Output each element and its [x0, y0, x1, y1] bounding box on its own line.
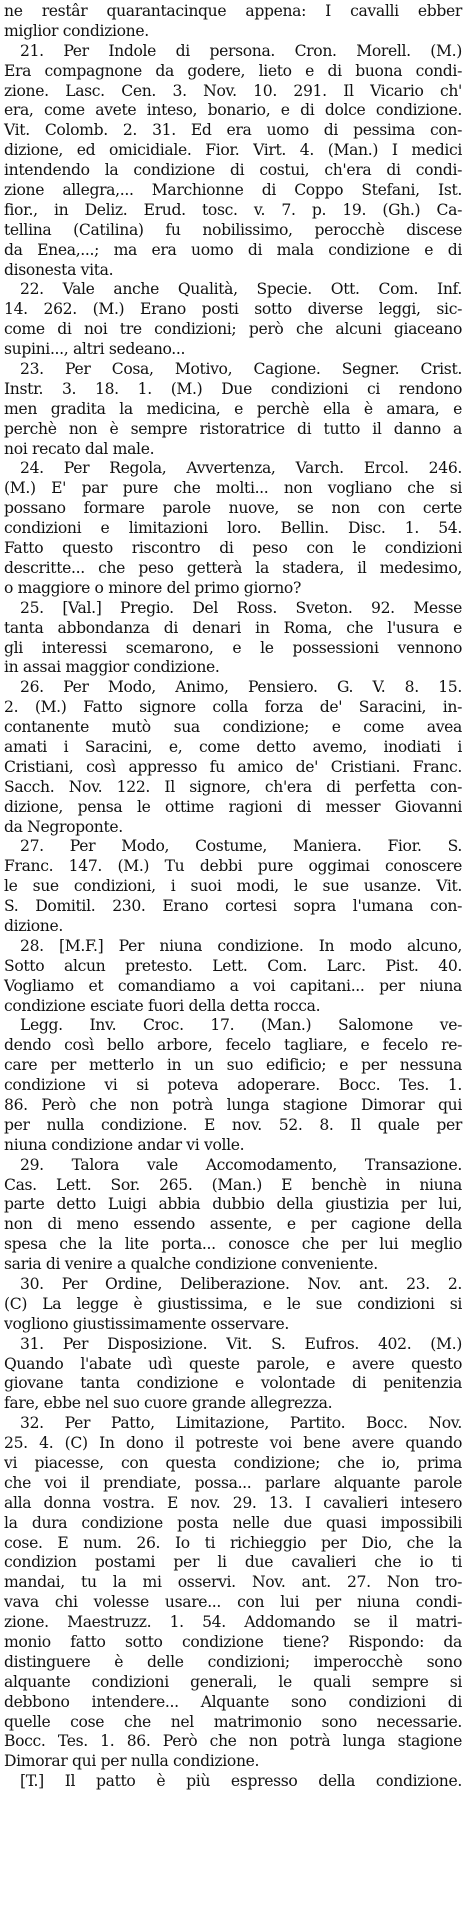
text-line: supini..., altri sedeano... — [4, 340, 186, 359]
text-line: vogliono giustissimamente osservare. — [4, 1314, 290, 1333]
text-line: mandai, tu la mi osservi. Nov. ant. 27. Non tro- — [4, 1573, 462, 1592]
text-line: distinguere è delle condizioni; imperocchè sono — [4, 1652, 462, 1671]
text-line: 21. Per Indole di persona. Cron. Morell. (M.) — [20, 41, 462, 60]
text-line: possano formare parole nuove, se non con certe — [4, 499, 462, 518]
text-line: dizione. — [4, 916, 63, 935]
text-line: cose. E num. 26. Io ti richieggio per Dio, che la — [4, 1533, 462, 1552]
text-line: Bocc. Tes. 1. 86. Però che non potrà lunga stagione — [4, 1732, 462, 1751]
text-line: che voi il prendiate, possa... parlare alquante parole — [4, 1473, 462, 1492]
text-line: zione. Maestruzz. 1. 54. Addomando se il matri- — [4, 1613, 462, 1632]
text-line: Instr. 3. 18. 1. (M.) Due condizioni ci rendono — [4, 379, 462, 398]
text-line: 26. Per Modo, Animo, Pensiero. G. V. 8. 15. — [20, 678, 462, 697]
text-line: parte detto Luigi abbia dubbio della giustizia per lui, — [4, 1195, 462, 1214]
text-line: Legg. Inv. Croc. 17. (Man.) Salomone ve- — [20, 1016, 462, 1035]
text-line: ne restâr quarantacinque appena: I cavalli ebber — [4, 2, 462, 20]
text-line: tellina (Catilina) fu nobilissimo, perocchè discese — [4, 220, 462, 239]
text-line: condizioni e limitazioni loro. Bellin. Disc. 1. 54. — [4, 519, 462, 538]
text-line: niuna condizione andar vi volle. — [4, 1135, 245, 1154]
text-line: intendendo la condizione di costui, ch'era di condi- — [4, 161, 462, 180]
text-line: condizion postami per li due cavalieri che io ti — [4, 1553, 462, 1572]
text-line: S. Domitil. 230. Erano cortesi sopra l'umana con- — [4, 897, 462, 916]
text-line: Cristiani, così appresso fu amico de' Cristiani. Franc. — [4, 757, 462, 776]
text-line: 30. Per Ordine, Deliberazione. Nov. ant. 23. 2. — [20, 1275, 462, 1293]
text-line: 29. Talora vale Accomodamento, Transazione. — [20, 1155, 462, 1174]
text-line: le sue condizioni, i suoi modi, le sue usanze. Vit. — [4, 877, 462, 896]
text-line: Quando l'abate udì queste parole, e avere questo — [4, 1354, 462, 1373]
text-line: 14. 262. (M.) Erano posti sotto diverse leggi, sic- — [4, 300, 462, 319]
text-line: amati i Saracini, e, come detto avemo, inodiati i — [4, 737, 462, 756]
text-line: 24. Per Regola, Avvertenza, Varch. Ercol. 246. — [20, 459, 462, 478]
text-line: disonesta vita. — [4, 260, 114, 279]
text-line: la dura condizione posta nelle due quasi impossibili — [4, 1513, 462, 1532]
text-line: in assai maggior condizione. — [4, 658, 220, 677]
text-line: monio fatto sotto condizione tiene? Rispondo: da — [4, 1633, 462, 1652]
text-line: 27. Per Modo, Costume, Maniera. Fior. S. — [20, 837, 462, 856]
text-line: [T.] Il patto è più espresso della condizione. — [20, 1772, 462, 1791]
text-line: debbono intendere... Alquante sono condizioni di — [4, 1692, 462, 1711]
text-line: Sotto alcun pretesto. Lett. Com. Larc. Pist. 40. — [4, 956, 462, 975]
text-line: saria di venire a qualche condizione conveniente. — [4, 1255, 378, 1274]
text-line: Sacch. Nov. 122. Il signore, ch'era di perfetta con- — [4, 777, 462, 796]
text-line: contanente mutò sua condizione; e come avea — [4, 718, 462, 737]
text-line: noi recato dal male. — [4, 439, 155, 458]
text-line: (M.) E' par pure che molti... non vogliano che si — [4, 479, 462, 498]
text-line: perchè non è sempre ristoratrice di tutto il danno a — [4, 419, 462, 438]
text-line: fare, ebbe nel suo cuore grande allegrezza. — [4, 1394, 333, 1413]
text-line: 22. Vale anche Qualità, Specie. Ott. Com. Inf. — [20, 280, 462, 299]
text-line: dizione, ed omicidiale. Fior. Virt. 4. (Man.) I medici — [4, 141, 462, 160]
text-line: Vogliamo et comandiamo a voi capitani... per niuna — [4, 976, 462, 995]
text-line: condizione vi si poteva adoperare. Bocc. Tes. 1. — [4, 1076, 462, 1095]
text-line: condizione esciate fuori della detta rocca. — [4, 996, 321, 1015]
text-line: gli interessi scemarono, e le possessioni vennono — [4, 638, 462, 657]
text-line: era, come avete inteso, bonario, e di dolce condizione. — [4, 101, 462, 120]
text-line: 2. (M.) Fatto signore colla forza de' Saracini, in- — [4, 698, 462, 717]
text-line: vi piacesse, con questa condizione; che io, prima — [4, 1454, 462, 1473]
text-line: zione. Lasc. Cen. 3. Nov. 10. 291. Il Vicario ch' — [4, 81, 462, 100]
text-line: care per metterlo in un suo edificio; e per nessuna — [4, 1056, 462, 1075]
text-line: non di meno essendo assente, e per cagione della — [4, 1215, 462, 1234]
text-line: alquante condizioni generali, le quali sempre si — [4, 1672, 462, 1691]
text-line: 32. Per Patto, Limitazione, Partito. Bocc. Nov. — [20, 1414, 462, 1433]
dictionary-entry-column — [4, 2, 462, 1792]
text-line: per nulla condizione. E nov. 52. 8. Il quale per — [4, 1115, 462, 1134]
text-line: 31. Per Disposizione. Vit. S. Eufros. 402. (M.) — [20, 1334, 462, 1353]
text-line: miglior condizione. — [4, 21, 149, 40]
text-line: tanta abbondanza di denari in Roma, che l'usura e — [4, 618, 462, 637]
text-line: o maggiore o minore del primo giorno? — [4, 578, 301, 597]
text-line: Fatto questo riscontro di peso con le condizioni — [4, 539, 462, 558]
text-line: Cas. Lett. Sor. 265. (Man.) E benchè in niuna — [4, 1175, 462, 1194]
text-line: 28. [M.F.] Per niuna condizione. In modo alcuno, — [20, 936, 462, 955]
text-line: quelle cose che nel matrimonio sono necessarie. — [4, 1712, 462, 1731]
text-line: zione allegra,... Marchionne di Coppo Stefani, Ist. — [4, 181, 462, 200]
text-line: Era compagnone da godere, lieto e di buona condi- — [4, 61, 462, 80]
text-line: men gradita la medicina, e perchè ella è amara, e — [4, 399, 462, 418]
text-line: da Enea,...; ma era uomo di mala condizione e di — [4, 240, 462, 259]
text-line: 25. [Val.] Pregio. Del Ross. Sveton. 92. Messe — [20, 598, 462, 617]
text-line: Franc. 147. (M.) Tu debbi pure oggimai conoscere — [4, 857, 462, 876]
text-line: dendo così bello arbore, fecelo tagliare, e fecelo re- — [4, 1036, 462, 1055]
text-line: alla donna vostra. E nov. 29. 13. I cavalieri intesero — [4, 1493, 462, 1512]
text-line: da Negroponte. — [4, 817, 123, 836]
text-line: Vit. Colomb. 2. 31. Ed era uomo di pessima con- — [4, 121, 462, 140]
text-line: (C) La legge è giustissima, e le sue condizioni si — [4, 1294, 462, 1313]
text-line: 86. Però che non potrà lunga stagione Dimorar qui — [4, 1095, 462, 1114]
text-line: vava chi volesse usare... con lui per niuna condi- — [4, 1593, 462, 1612]
text-line: giovane tanta condizione e volontade di penitenzia — [4, 1374, 462, 1393]
text-line: descritte... che peso getterà la stadera, il medesimo, — [4, 558, 462, 577]
text-line: Dimorar qui per nulla condizione. — [4, 1752, 260, 1771]
text-line: come di noi tre condizioni; però che alcuni giaceano — [4, 320, 462, 339]
text-line: spesa che la lite porta... conosce che per lui meglio — [4, 1235, 462, 1254]
text-line: dizione, pensa le ottime ragioni di messer Giovanni — [4, 797, 462, 816]
text-line: 23. Per Cosa, Motivo, Cagione. Segner. Crist. — [20, 360, 462, 379]
text-line: fior., in Deliz. Erud. tosc. v. 7. p. 19. (Gh.) Ca- — [4, 200, 462, 219]
text-line: 25. 4. (C) In dono il potreste voi bene avere quando — [4, 1434, 462, 1453]
